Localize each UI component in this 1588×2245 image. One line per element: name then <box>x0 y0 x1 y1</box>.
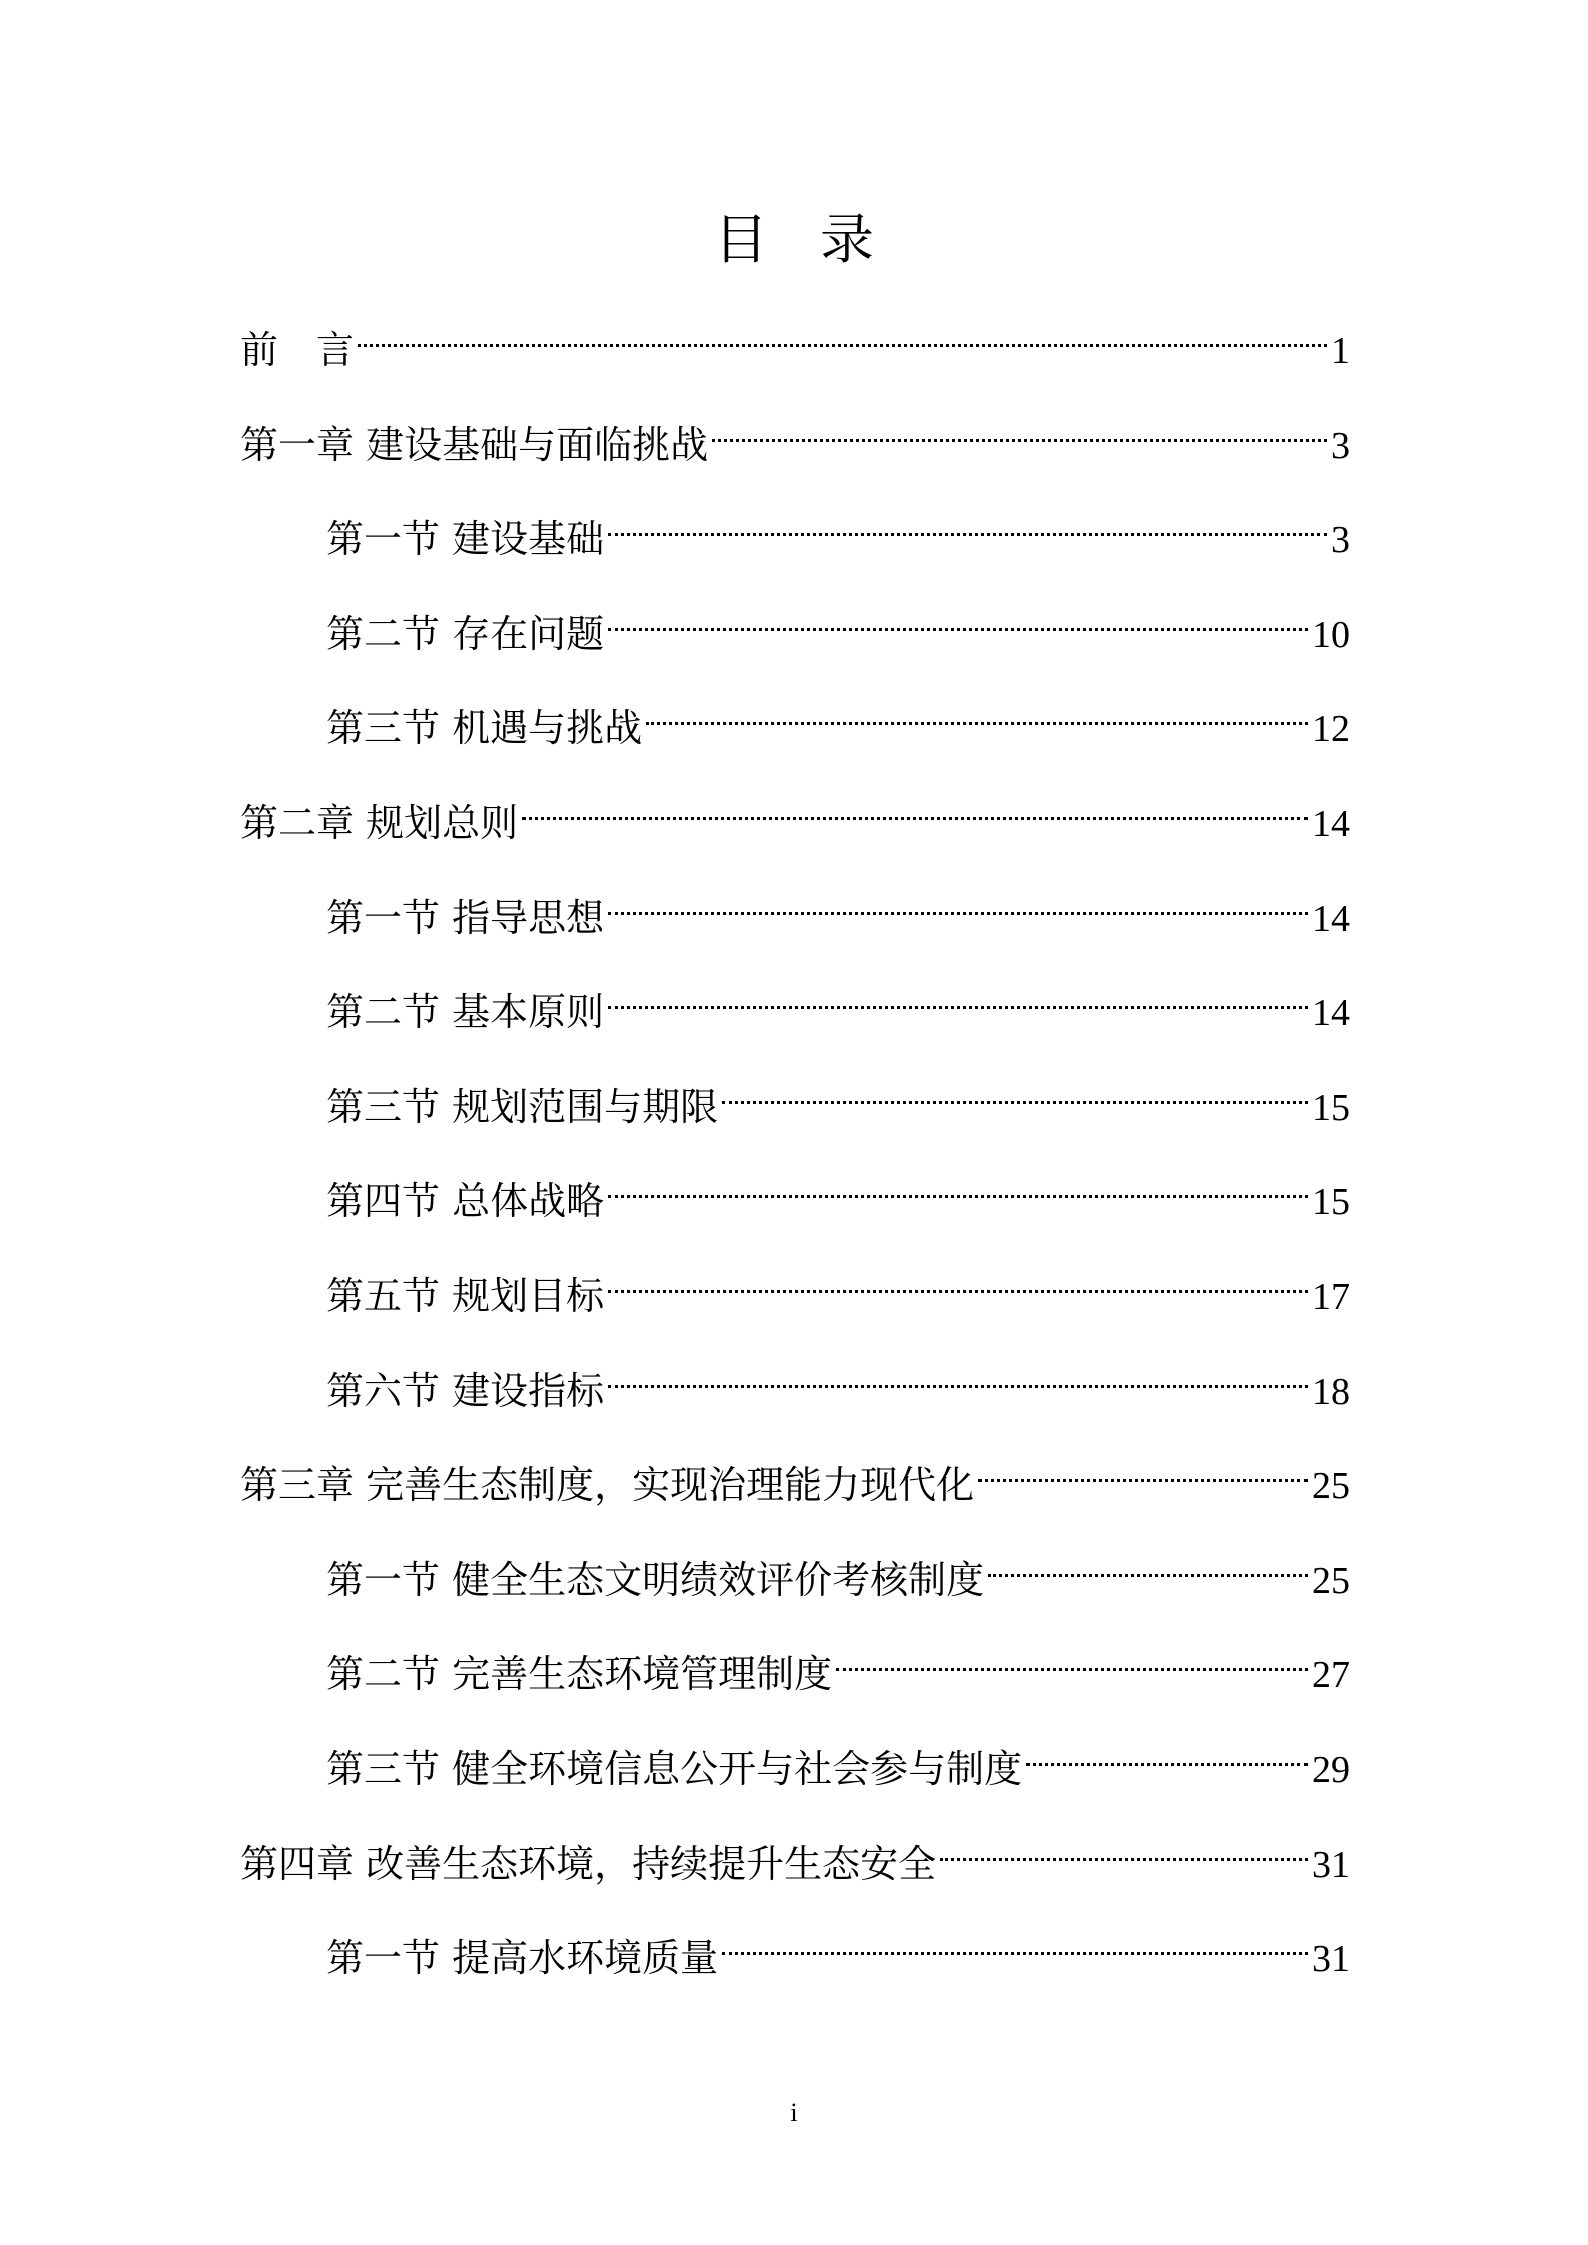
toc-entry[interactable] <box>326 1249 1350 1318</box>
toc-dot-leader <box>608 1344 1308 1404</box>
toc-entry-label: 第四节 总体战略 <box>326 1179 605 1223</box>
toc-dot-leader <box>722 1911 1308 1971</box>
toc-entry-label: 第二章 规划总则 <box>240 801 519 845</box>
toc-entry-label: 第二节 存在问题 <box>326 612 605 656</box>
toc-dot-leader <box>940 1817 1308 1877</box>
toc-entry[interactable] <box>326 1722 1350 1791</box>
toc-entry-label: 第五节 规划目标 <box>326 1274 605 1318</box>
toc-entry-label: 第二节 完善生态环境管理制度 <box>326 1652 833 1696</box>
toc-entry-page: 12 <box>1312 708 1350 750</box>
toc-entry-label: 第三章 完善生态制度，实现治理能力现代化 <box>240 1463 975 1507</box>
toc-entry[interactable] <box>240 398 1350 467</box>
toc-dot-leader <box>836 1627 1308 1687</box>
toc-dot-leader <box>1026 1722 1308 1782</box>
toc-entry-page: 18 <box>1312 1371 1350 1413</box>
toc-entry-page: 15 <box>1312 1087 1350 1129</box>
toc-entry-page: 3 <box>1331 425 1350 467</box>
toc-entry-page: 27 <box>1312 1654 1350 1696</box>
toc-entry[interactable] <box>326 871 1350 940</box>
toc-entry-label: 第一章 建设基础与面临挑战 <box>240 423 709 467</box>
toc-entry-page: 10 <box>1312 614 1350 656</box>
toc-dot-leader <box>608 965 1308 1025</box>
toc-entry[interactable] <box>326 1627 1350 1696</box>
toc-entry[interactable] <box>240 776 1350 845</box>
toc-entry-label: 第二节 基本原则 <box>326 990 605 1034</box>
toc-entry-page: 25 <box>1312 1465 1350 1507</box>
toc-dot-leader <box>608 1249 1308 1309</box>
toc-entry[interactable] <box>326 492 1350 561</box>
toc-dot-leader <box>646 681 1308 741</box>
toc-entry[interactable] <box>326 965 1350 1034</box>
toc-entry-page: 1 <box>1331 330 1350 372</box>
toc-entry-label: 第三节 机遇与挑战 <box>326 706 643 750</box>
toc-entry[interactable] <box>240 1817 1350 1886</box>
toc-entry-label: 第一节 健全生态文明绩效评价考核制度 <box>326 1558 985 1602</box>
toc-entry-label: 第三节 规划范围与期限 <box>326 1085 719 1129</box>
toc-entry-page: 14 <box>1312 803 1350 845</box>
toc-entry-page: 31 <box>1312 1844 1350 1886</box>
toc-entry[interactable] <box>240 1438 1350 1507</box>
page-title: 目录 <box>714 208 926 271</box>
toc-dot-leader <box>358 303 1327 363</box>
toc-entry-page: 29 <box>1312 1749 1350 1791</box>
toc-entry[interactable] <box>326 1060 1350 1129</box>
toc-entry[interactable] <box>326 681 1350 750</box>
toc-entry[interactable] <box>326 1154 1350 1223</box>
toc-entry-label: 第三节 健全环境信息公开与社会参与制度 <box>326 1747 1023 1791</box>
toc-entry[interactable] <box>326 1344 1350 1413</box>
toc-dot-leader <box>722 1060 1308 1120</box>
toc-entry-label: 第四章 改善生态环境，持续提升生态安全 <box>240 1842 937 1886</box>
toc-dot-leader <box>608 587 1308 647</box>
toc-entry-label: 第六节 建设指标 <box>326 1369 605 1413</box>
toc-entry-label: 第一节 指导思想 <box>326 896 605 940</box>
toc-entry-page: 14 <box>1312 992 1350 1034</box>
toc-entry-page: 17 <box>1312 1276 1350 1318</box>
toc-entry[interactable] <box>240 303 1350 372</box>
toc-entry[interactable] <box>326 1533 1350 1602</box>
toc-dot-leader <box>712 398 1327 458</box>
toc-dot-leader <box>522 776 1308 836</box>
toc-entry-label: 第一节 提高水环境质量 <box>326 1936 719 1980</box>
toc-dot-leader <box>608 1154 1308 1214</box>
toc-dot-leader <box>608 871 1308 931</box>
toc-entry-page: 15 <box>1312 1181 1350 1223</box>
toc-entry-page: 14 <box>1312 898 1350 940</box>
toc-entry[interactable] <box>326 1911 1350 1980</box>
toc-dot-leader <box>988 1533 1308 1593</box>
toc-entry[interactable] <box>326 587 1350 656</box>
toc-entry-page: 31 <box>1312 1938 1350 1980</box>
toc-entry-page: 3 <box>1331 519 1350 561</box>
toc-entry-label: 前 言 <box>240 328 355 372</box>
toc-entry-page: 25 <box>1312 1560 1350 1602</box>
toc-entry-label: 第一节 建设基础 <box>326 517 605 561</box>
toc-dot-leader <box>978 1438 1308 1498</box>
footer-page-number: i <box>790 2098 798 2127</box>
toc-dot-leader <box>608 492 1327 552</box>
